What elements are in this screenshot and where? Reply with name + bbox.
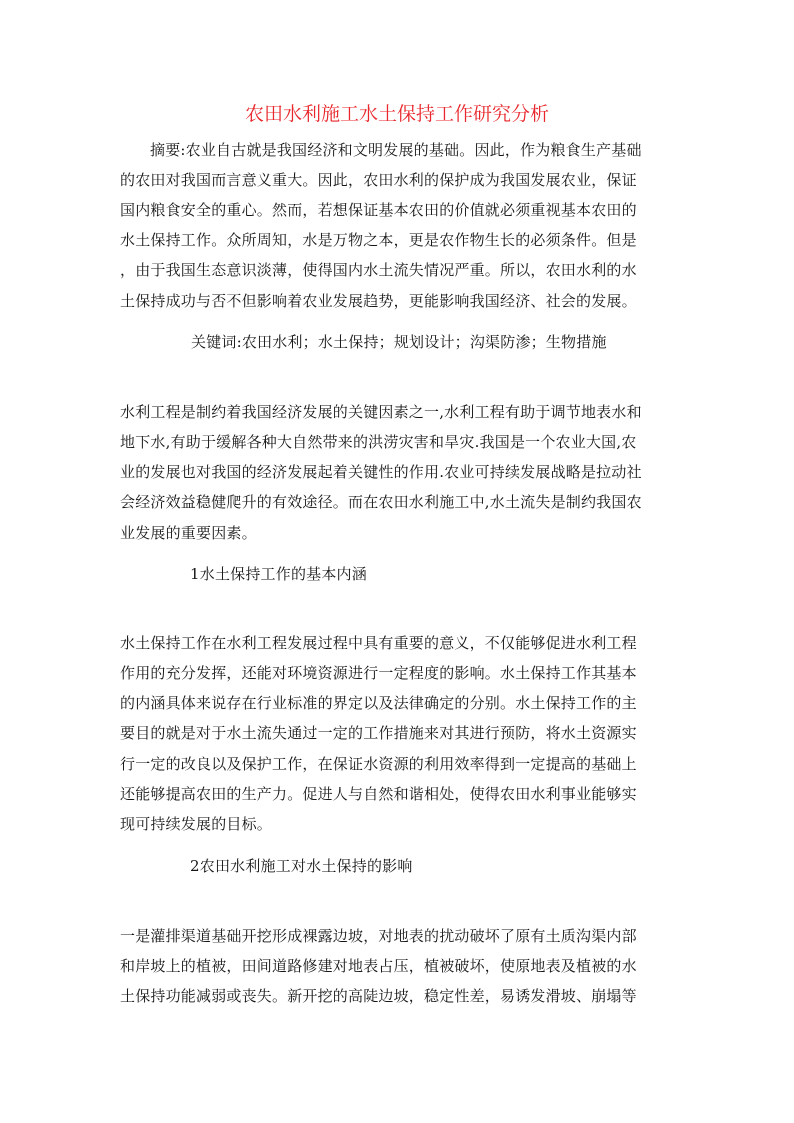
section2-line: 和岸坡上的植被，田间道路修建对地表占压，植被破坏，使原地表及植被的水 [120, 957, 637, 975]
intro-line: 会经济效益稳健爬升的有效途径。而在农田水利施工中,水土流失是制约我国农 [120, 493, 642, 511]
section1-line: 现可持续发展的目标。 [120, 815, 273, 833]
section1-line: 行一定的改良以及保护工作，在保证水资源的利用效率得到一定提高的基础上 [120, 755, 637, 773]
abstract-line: 水土保持工作。众所周知，水是万物之本，更是农作物生长的必须条件。但是 [120, 231, 637, 249]
section-heading: 1水土保持工作的基本内涵 [190, 565, 367, 583]
document-title: 农田水利施工水土保持工作研究分析 [244, 103, 549, 125]
abstract-line: 的农田对我国而言意义重大。因此，农田水利的保护成为我国发展农业，保证 [120, 171, 637, 189]
section-heading: 2农田水利施工对水土保持的影响 [190, 857, 413, 875]
intro-line: 业发展的重要因素。 [120, 524, 257, 542]
abstract-line: 摘要:农业自古就是我国经济和文明发展的基础。因此，作为粮食生产基础 [150, 141, 642, 159]
abstract-line: 国内粮食安全的重心。然而，若想保证基本农田的价值就必须重视基本农田的 [120, 201, 637, 219]
section2-line: 土保持功能减弱或丧失。新开挖的高陡边坡，稳定性差，易诱发滑坡、崩塌等 [120, 987, 637, 1005]
section1-line: 的内涵具体来说存在行业标准的界定以及法律确定的分别。水土保持工作的主 [120, 694, 637, 712]
keywords-line: 关键词:农田水利；水土保持；规划设计；沟渠防渗；生物措施 [191, 333, 607, 351]
intro-line: 水利工程是制约着我国经济发展的关键因素之一,水利工程有助于调节地表水和 [120, 403, 642, 421]
intro-line: 地下水,有助于缓解各种大自然带来的洪涝灾害和旱灾.我国是一个农业大国,农 [120, 433, 637, 451]
abstract-line: 土保持成功与否不但影响着农业发展趋势，更能影响我国经济、社会的发展。 [120, 292, 637, 310]
intro-line: 业的发展也对我国的经济发展起着关键性的作用.农业可持续发展战略是拉动社 [120, 463, 642, 481]
section2-line: 一是灌排渠道基础开挖形成裸露边坡，对地表的扰动破坏了原有土质沟渠内部 [120, 927, 637, 945]
section1-line: 作用的充分发挥，还能对环境资源进行一定程度的影响。水土保持工作其基本 [120, 664, 637, 682]
section1-line: 水土保持工作在水利工程发展过程中具有重要的意义，不仅能够促进水利工程 [120, 634, 637, 652]
abstract-line: ，由于我国生态意识淡薄，使得国内水土流失情况严重。所以，农田水利的水 [120, 261, 637, 279]
section1-line: 要目的就是对于水土流失通过一定的工作措施来对其进行预防，将水土资源实 [120, 724, 637, 742]
section1-line: 还能够提高农田的生产力。促进人与自然和谐相处，使得农田水利事业能够实 [120, 785, 637, 803]
